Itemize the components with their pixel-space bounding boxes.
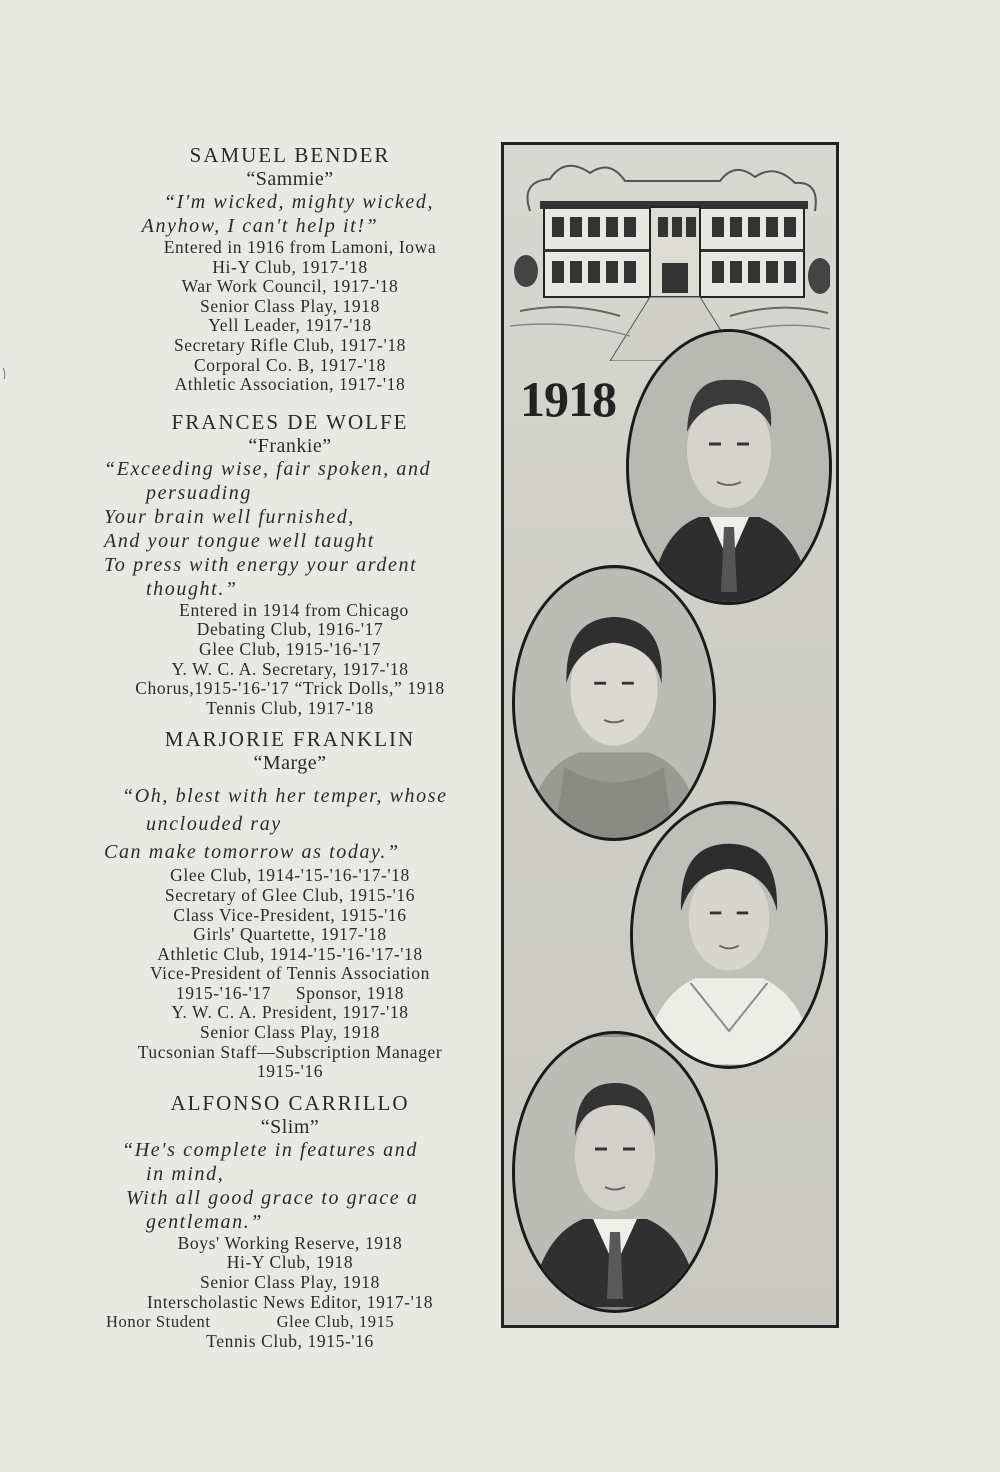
activity-line: Interscholastic News Editor, 1917-'18: [146, 1291, 434, 1312]
activity-line: Athletic Association, 1917-'18: [174, 374, 406, 395]
senior-entry-alfonso-carrillo: [100, 1090, 480, 1352]
activity-line: Hi-Y Club, 1918: [226, 1252, 354, 1273]
activity-line: Tennis Club, 1915-'16: [206, 1330, 374, 1351]
senior-name: ALFONSO CARRILLO: [170, 1090, 410, 1115]
activity-line: Corporal Co. B, 1917-'18: [193, 354, 387, 375]
activity-line: Entered in 1916 from Lamoni, Iowa: [163, 237, 437, 257]
activity-line: Tucsonian Staff—Subscription Manager: [137, 1041, 443, 1062]
senior-name: MARJORIE FRANKLIN: [164, 727, 416, 752]
activity-line: Boys' Working Reserve, 1918: [177, 1232, 403, 1253]
quote-line: With all good grace to grace a: [126, 1186, 419, 1209]
activity-line: Glee Club, 1914-'15-'16-'17-'18: [170, 865, 410, 886]
activity-line: Vice-President of Tennis Association: [150, 963, 430, 984]
biography-column: [100, 140, 480, 1359]
activity-line: Senior Class Play, 1918: [200, 1272, 380, 1293]
activity-line: Senior Class Play, 1918: [200, 1022, 380, 1043]
quote-line: Anyhow, I can't help it!”: [141, 215, 379, 237]
activity-line: Debating Club, 1916-'17: [196, 619, 384, 640]
activity-line: Class Vice-President, 1915-'16: [173, 904, 407, 925]
quote-line: thought.”: [146, 577, 238, 600]
quote-line: persuading: [146, 481, 252, 504]
portrait-frances-de-wolfe: [512, 565, 716, 841]
senior-entry-frances-de-wolfe: [100, 409, 480, 719]
senior-name: SAMUEL BENDER: [189, 143, 391, 167]
activity-line: Hi-Y Club, 1917-'18: [212, 256, 368, 277]
activity-line: 1915-'16: [256, 1061, 324, 1082]
quote-line: Can make tomorrow as today.”: [104, 841, 400, 864]
activity-line: Glee Club, 1915-'16-'17: [199, 638, 381, 659]
quote-line: “Exceeding wise, fair spoken, and: [104, 457, 432, 480]
quote-line: “He's complete in features and: [122, 1138, 418, 1161]
quote-line: To press with energy your ardent: [104, 553, 418, 576]
senior-entry-samuel-bender: [100, 142, 480, 395]
activity-line: Yell Leader, 1917-'18: [208, 315, 372, 336]
activity-line: Senior Class Play, 1918: [200, 295, 380, 316]
photo-panel: [501, 142, 839, 1328]
quote-line: “I'm wicked, mighty wicked,: [163, 191, 435, 213]
year-label: 1918: [520, 371, 616, 427]
activity-line: War Work Council, 1917-'18: [181, 276, 399, 297]
margin-mark: [2, 366, 8, 380]
quote-line: And your tongue well taught: [104, 529, 375, 552]
activity-line: Chorus,1915-'16-'17 “Trick Dolls,” 1918: [135, 678, 445, 699]
senior-nickname: “Slim”: [260, 1115, 320, 1138]
quote-line: gentleman.”: [146, 1210, 264, 1233]
activity-line: Athletic Club, 1914-'15-'16-'17-'18: [157, 943, 423, 964]
activity-line: 1915-'16-'17 Sponsor, 1918: [175, 982, 405, 1003]
activity-line: Entered in 1914 from Chicago: [179, 599, 409, 620]
activity-line: Y. W. C. A. Secretary, 1917-'18: [171, 658, 409, 679]
quote-line: in mind,: [146, 1162, 225, 1185]
quote-line: unclouded ray: [146, 813, 282, 836]
activity-line: Girls' Quartette, 1917-'18: [193, 924, 387, 945]
activity-line: Secretary Rifle Club, 1917-'18: [173, 334, 407, 355]
portrait-alfonso-carrillo: [512, 1031, 718, 1313]
quote-line: “Oh, blest with her temper, whose: [122, 785, 448, 808]
senior-entry-marjorie-franklin: [100, 726, 480, 1082]
portrait-marjorie-franklin: [630, 801, 828, 1069]
school-building-illustration: [510, 151, 830, 361]
activity-line: Secretary of Glee Club, 1915-'16: [164, 884, 416, 905]
activity-line: Tennis Club, 1917-'18: [206, 697, 374, 718]
portrait-samuel-bender: [626, 329, 832, 605]
senior-nickname: “Frankie”: [248, 434, 332, 457]
activity-line: Y. W. C. A. President, 1917-'18: [171, 1002, 409, 1023]
senior-nickname: “Sammie”: [246, 168, 334, 190]
quote-line: Your brain well furnished,: [104, 505, 355, 528]
activity-line: Honor Student Glee Club, 1915: [106, 1312, 395, 1332]
senior-name: FRANCES DE WOLFE: [171, 409, 409, 434]
senior-nickname: “Marge”: [253, 752, 327, 775]
